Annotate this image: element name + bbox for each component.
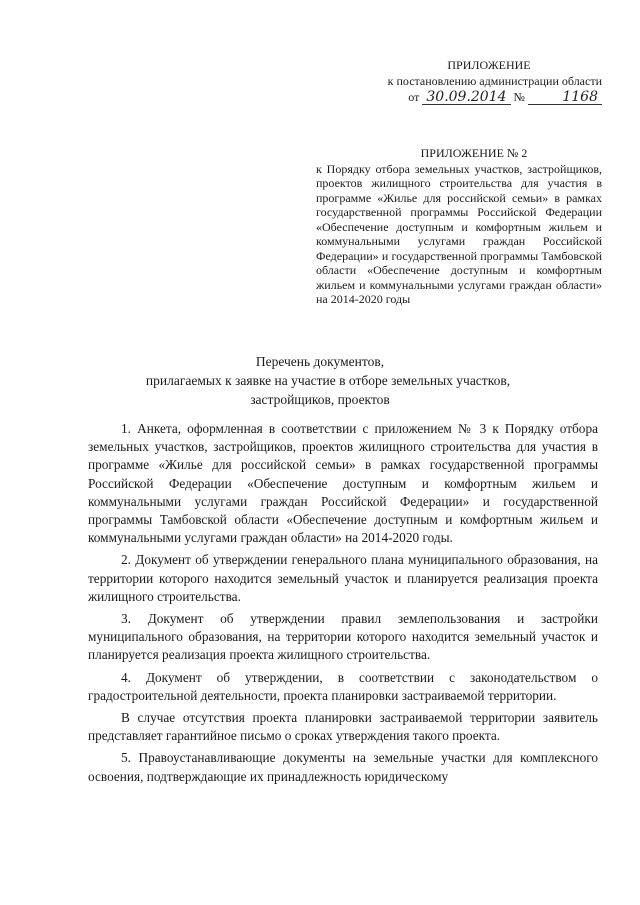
number-label: №	[513, 90, 525, 104]
date-label: от	[408, 90, 420, 104]
attachment-date-number-line	[340, 89, 602, 105]
paragraph-4: 4. Документ об утверждении, в соответствии с законодательством о градостроительной деятельности, проекта планировки застраиваемой территории.	[88, 669, 598, 703]
handwritten-date: 30.09.2014	[422, 90, 510, 105]
attachment-title: ПРИЛОЖЕНИЕ	[447, 58, 531, 72]
handwritten-number: 1168	[528, 90, 602, 105]
attachment-2-title: ПРИЛОЖЕНИЕ № 2	[420, 146, 528, 160]
attachment-2-text: к Порядку отбора земельных участков, застройщиков, проектов жилищного строительства для участия в программе «Жилье для российской семьи» в рамках государственной программы Российской Федерации «Обеспечение доступным и комфортным жильем и коммунальными услугами граждан Российской Федерации» и государственной программы Тамбовской области «Обеспечение доступным и комфортным жильем и коммунальными услугами граждан области» на 2014-2020 годы	[316, 161, 602, 306]
paragraph-1: 1. Анкета, оформленная в соответствии с приложением № 3 к Порядку отбора земельных участков, застройщиков, проектов жилищного строительства для участия в программе «Жилье для российской семьи» в рамках государственной программы Российской Федерации «Обеспечение доступным и комфортным жильем и коммунальными услугами граждан Российской Федерации» и государственной программы Тамбовской области «Обеспечение доступным и комфортным жильем и коммунальными услугами граждан области» на 2014-2020 годы.	[88, 421, 598, 546]
document-body	[88, 420, 598, 790]
paragraph-3: 3. Документ об утверждении правил землепользования и застройки муниципального образования, на территории которого находится земельный участок и планируется реализация проекта жилищного строительства.	[88, 611, 598, 663]
document-heading	[0, 352, 640, 409]
paragraph-5: 5. Правоустанавливающие документы на земельные участки для комплексного освоения, подтверждающие их принадлежность юридическому	[88, 750, 598, 784]
paragraph-2: 2. Документ об утверждении генерального плана муниципального образования, на территории которого находится земельный участок и планируется реализация проекта жилищного строительства.	[88, 552, 598, 604]
paragraph-4-note: В случае отсутствия проекта планировки застраиваемой территории заявитель представляет гарантийное письмо о сроках утверждения такого проекта.	[88, 710, 598, 744]
heading-line-1: Перечень документов,	[255, 354, 385, 369]
attachment-reference: к постановлению администрации области	[387, 74, 602, 88]
attachment-2-block	[316, 146, 602, 307]
heading-line-3: застройщиков, проектов	[250, 392, 390, 407]
attachment-header	[340, 57, 602, 105]
heading-line-2: прилагаемых к заявке на участие в отборе земельных участков,	[145, 373, 511, 388]
